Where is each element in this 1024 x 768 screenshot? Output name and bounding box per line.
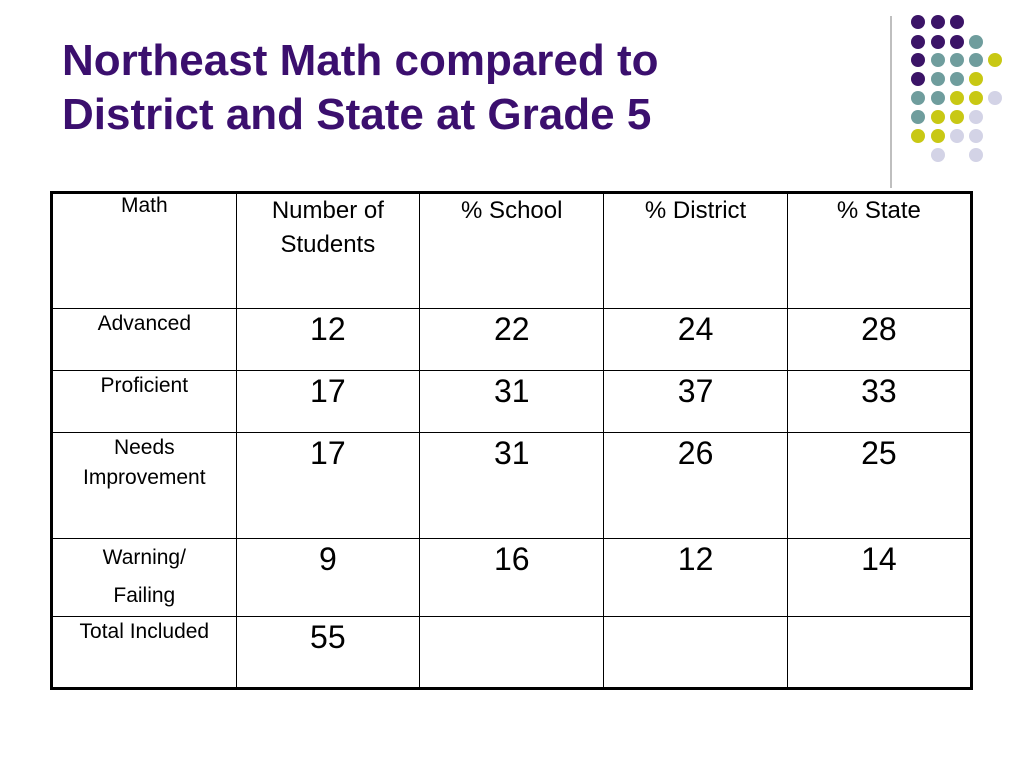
- decorative-dot: [950, 72, 964, 86]
- table-header-row: [52, 193, 972, 309]
- decorative-dot: [950, 15, 964, 29]
- header-students-line-1: Number of: [271, 197, 384, 224]
- row-label-advanced: Advanced: [52, 309, 237, 371]
- table-row-total-included: [52, 617, 972, 689]
- decorative-dot: [911, 129, 925, 143]
- decorative-dot: [969, 35, 983, 49]
- decorative-dot: [988, 91, 1002, 105]
- table-row-proficient: [52, 371, 972, 433]
- decorative-dot: [969, 91, 983, 105]
- cell-needs-students: 17: [236, 433, 419, 539]
- header-students-line-2: Students: [280, 231, 376, 258]
- decorative-dot: [911, 35, 925, 49]
- decorative-dot: [931, 91, 945, 105]
- row-label-warning-line-2: Failing: [113, 584, 176, 607]
- table-row-needs-improvement: [52, 433, 972, 539]
- decorative-dot: [969, 110, 983, 124]
- decorative-dot: [911, 72, 925, 86]
- table-row-warning-failing: [52, 539, 972, 617]
- cell-warning-school: 16: [420, 539, 604, 617]
- slide-title: [62, 34, 862, 142]
- slide-title-line-2: District and State at Grade 5: [62, 90, 652, 139]
- cell-proficient-students: 17: [236, 371, 419, 433]
- row-label-proficient: Proficient: [52, 371, 237, 433]
- cell-warning-state: 14: [787, 539, 971, 617]
- slide-title-line-1: Northeast Math compared to: [62, 36, 659, 85]
- decorative-dot: [950, 110, 964, 124]
- header-number-of-students: [236, 193, 419, 309]
- decorative-dot: [911, 110, 925, 124]
- decorative-dot: [950, 91, 964, 105]
- decorative-dot: [931, 148, 945, 162]
- decorative-dot: [931, 35, 945, 49]
- decorative-divider: [890, 16, 892, 188]
- table-row-advanced: [52, 309, 972, 371]
- decorative-dot: [988, 53, 1002, 67]
- decorative-dot: [911, 91, 925, 105]
- cell-total-school: [420, 617, 604, 689]
- math-comparison-table: [50, 191, 973, 690]
- cell-total-district: [604, 617, 787, 689]
- decorative-dot: [969, 53, 983, 67]
- row-label-warning-failing: [52, 539, 237, 617]
- row-label-warning-line-1: Warning/: [102, 546, 186, 569]
- decorative-dot: [931, 15, 945, 29]
- cell-advanced-state: 28: [787, 309, 971, 371]
- decorative-dot: [950, 129, 964, 143]
- cell-total-state: [787, 617, 971, 689]
- header-district: % District: [604, 193, 787, 309]
- header-school: % School: [420, 193, 604, 309]
- decorative-dot: [969, 72, 983, 86]
- cell-needs-district: 26: [604, 433, 787, 539]
- cell-total-students: 55: [236, 617, 419, 689]
- cell-proficient-state: 33: [787, 371, 971, 433]
- decorative-dot: [950, 35, 964, 49]
- decorative-dot: [969, 129, 983, 143]
- cell-warning-district: 12: [604, 539, 787, 617]
- cell-needs-state: 25: [787, 433, 971, 539]
- cell-proficient-district: 37: [604, 371, 787, 433]
- row-label-needs-improvement: [52, 433, 237, 539]
- cell-warning-students: 9: [236, 539, 419, 617]
- decorative-dot: [931, 129, 945, 143]
- cell-advanced-school: 22: [420, 309, 604, 371]
- decorative-dot: [950, 53, 964, 67]
- cell-advanced-students: 12: [236, 309, 419, 371]
- header-math: Math: [52, 193, 237, 309]
- decorative-dot: [911, 53, 925, 67]
- header-state: % State: [787, 193, 971, 309]
- decorative-dot: [931, 110, 945, 124]
- row-label-needs-line-1: Needs: [113, 436, 175, 459]
- decorative-dot: [911, 15, 925, 29]
- cell-needs-school: 31: [420, 433, 604, 539]
- row-label-needs-line-2: Improvement: [83, 466, 206, 489]
- decorative-dot: [969, 148, 983, 162]
- decorative-dot: [931, 53, 945, 67]
- cell-proficient-school: 31: [420, 371, 604, 433]
- cell-advanced-district: 24: [604, 309, 787, 371]
- decorative-dot: [931, 72, 945, 86]
- row-label-total-included: Total Included: [52, 617, 237, 689]
